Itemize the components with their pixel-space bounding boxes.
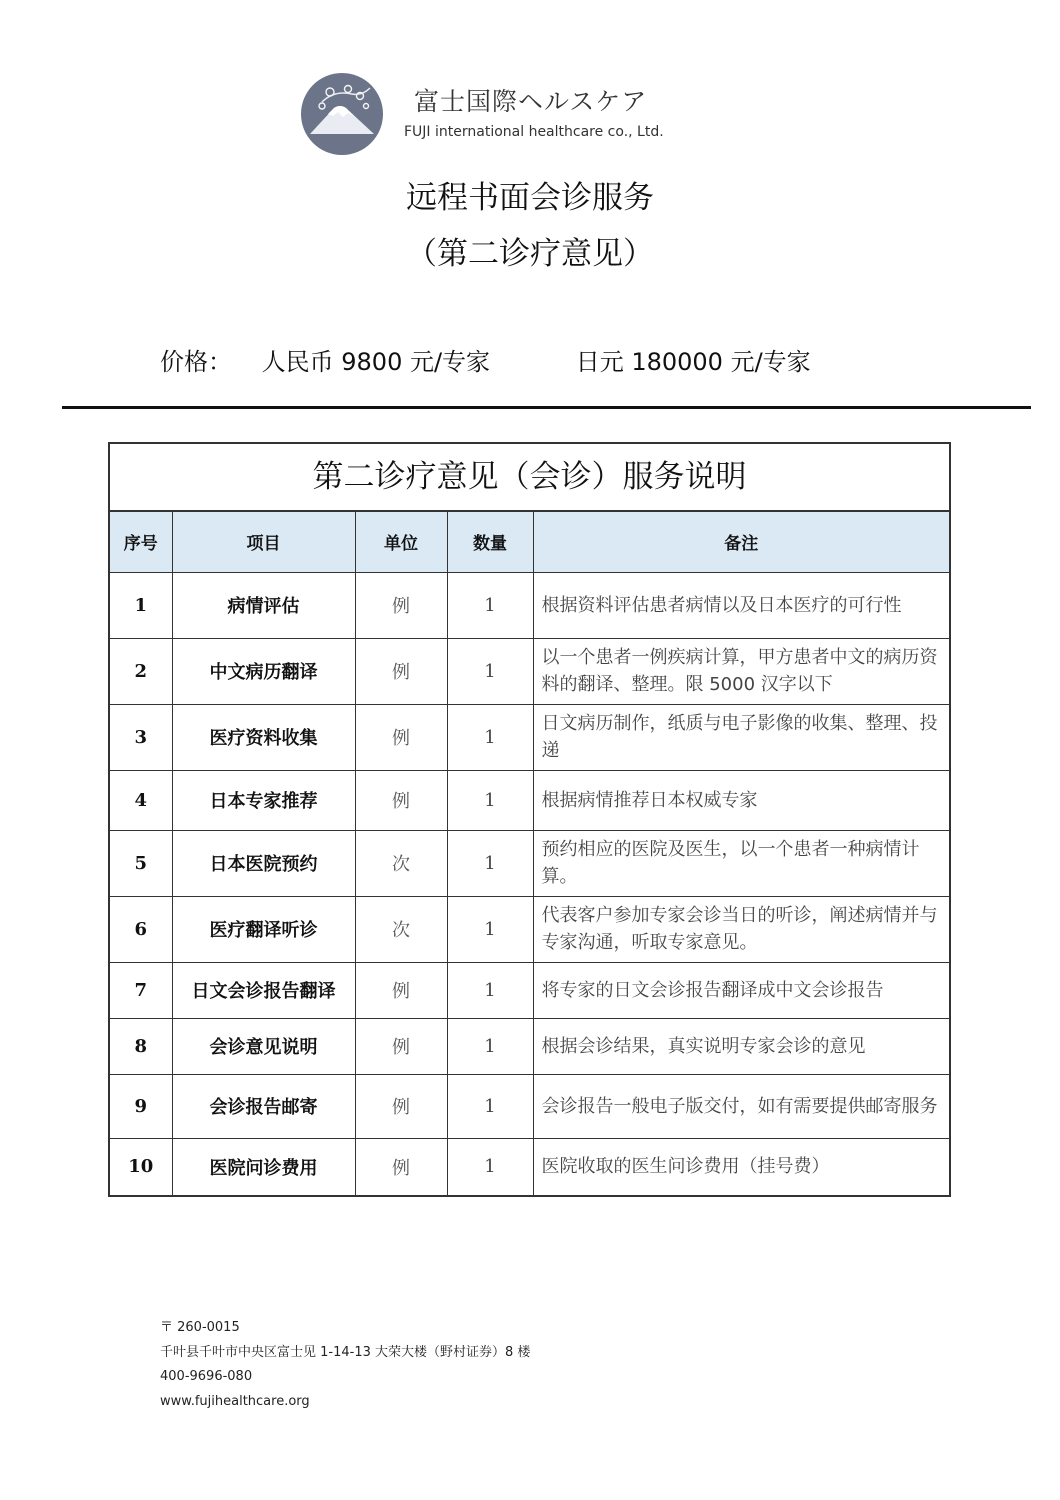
page-subtitle: （第二诊疗意见）	[406, 236, 654, 272]
table-row	[110, 572, 949, 638]
table-row	[110, 704, 949, 770]
row-unit: 例	[355, 704, 447, 770]
row-qty: 1	[447, 830, 533, 896]
header-unit: 单位	[355, 512, 447, 572]
row-no: 2	[110, 638, 172, 704]
row-note: 会诊报告一般电子版交付，如有需要提供邮寄服务	[533, 1074, 949, 1138]
footer-postal: 〒 260-0015	[160, 1320, 240, 1335]
price-rmb: 人民币 9800 元/专家	[261, 348, 491, 376]
row-note: 预约相应的医院及医生，以一个患者一种病情计算。	[533, 830, 949, 896]
table-title: 第二诊疗意见（会诊）服务说明	[110, 444, 949, 512]
row-note: 根据病情推荐日本权威专家	[533, 770, 949, 830]
row-note: 以一个患者一例疾病计算，甲方患者中文的病历资料的翻译、整理。限 5000 汉字以下	[533, 638, 949, 704]
table-header-row	[110, 512, 949, 572]
table-row	[110, 1074, 949, 1138]
row-qty: 1	[447, 572, 533, 638]
table-row	[110, 770, 949, 830]
company-name-en: FUJI international healthcare co., Ltd.	[404, 124, 664, 140]
row-unit: 例	[355, 770, 447, 830]
table-row	[110, 638, 949, 704]
price-row	[160, 342, 811, 377]
page-title: 远程书面会诊服务	[406, 180, 654, 216]
row-note: 根据资料评估患者病情以及日本医疗的可行性	[533, 572, 949, 638]
footer-website[interactable]: www.fujihealthcare.org	[160, 1393, 310, 1409]
row-unit: 次	[355, 896, 447, 962]
price-jpy: 日元 180000 元/专家	[575, 348, 811, 376]
row-unit: 例	[355, 1018, 447, 1074]
row-qty: 1	[447, 704, 533, 770]
table-row	[110, 830, 949, 896]
service-table	[108, 442, 951, 1197]
row-item: 医疗资料收集	[172, 704, 355, 770]
mount-fuji-logo-icon	[300, 72, 384, 156]
row-qty: 1	[447, 1018, 533, 1074]
row-item: 日本医院预约	[172, 830, 355, 896]
price-label: 价格：	[160, 348, 232, 376]
footer-contact	[160, 1316, 530, 1414]
row-unit: 例	[355, 572, 447, 638]
row-unit: 次	[355, 830, 447, 896]
row-no: 5	[110, 830, 172, 896]
row-item: 医疗翻译听诊	[172, 896, 355, 962]
row-no: 3	[110, 704, 172, 770]
row-item: 会诊意见说明	[172, 1018, 355, 1074]
table-row	[110, 1138, 949, 1195]
header-qty: 数量	[447, 512, 533, 572]
company-name-jp: 富士国際ヘルスケア	[414, 87, 648, 116]
company-logo	[300, 72, 680, 156]
row-no: 8	[110, 1018, 172, 1074]
row-item: 医院问诊费用	[172, 1138, 355, 1195]
table-row	[110, 1018, 949, 1074]
row-no: 1	[110, 572, 172, 638]
row-note: 日文病历制作，纸质与电子影像的收集、整理、投递	[533, 704, 949, 770]
header-no: 序号	[110, 512, 172, 572]
table-row	[110, 962, 949, 1018]
row-unit: 例	[355, 1138, 447, 1195]
row-note: 将专家的日文会诊报告翻译成中文会诊报告	[533, 962, 949, 1018]
row-qty: 1	[447, 770, 533, 830]
row-item: 中文病历翻译	[172, 638, 355, 704]
footer-address: 千叶县千叶市中央区富士见 1-14-13 大荣大楼（野村证券）8 楼	[160, 1344, 531, 1360]
header-note: 备注	[533, 512, 949, 572]
row-item: 病情评估	[172, 572, 355, 638]
row-qty: 1	[447, 1138, 533, 1195]
footer-phone: 400-9696-080	[160, 1369, 253, 1384]
row-no: 9	[110, 1074, 172, 1138]
row-unit: 例	[355, 638, 447, 704]
row-no: 4	[110, 770, 172, 830]
row-item: 日文会诊报告翻译	[172, 962, 355, 1018]
row-no: 7	[110, 962, 172, 1018]
row-no: 6	[110, 896, 172, 962]
row-item: 日本专家推荐	[172, 770, 355, 830]
row-note: 医院收取的医生问诊费用（挂号费）	[533, 1138, 949, 1195]
table-row	[110, 896, 949, 962]
row-qty: 1	[447, 896, 533, 962]
header-item: 项目	[172, 512, 355, 572]
row-item: 会诊报告邮寄	[172, 1074, 355, 1138]
row-note: 代表客户参加专家会诊当日的听诊，阐述病情并与专家沟通，听取专家意见。	[533, 896, 949, 962]
row-qty: 1	[447, 638, 533, 704]
row-qty: 1	[447, 1074, 533, 1138]
service-items-table	[110, 512, 949, 1195]
row-unit: 例	[355, 1074, 447, 1138]
divider-line	[62, 406, 1031, 409]
row-qty: 1	[447, 962, 533, 1018]
row-note: 根据会诊结果，真实说明专家会诊的意见	[533, 1018, 949, 1074]
row-no: 10	[110, 1138, 172, 1195]
row-unit: 例	[355, 962, 447, 1018]
